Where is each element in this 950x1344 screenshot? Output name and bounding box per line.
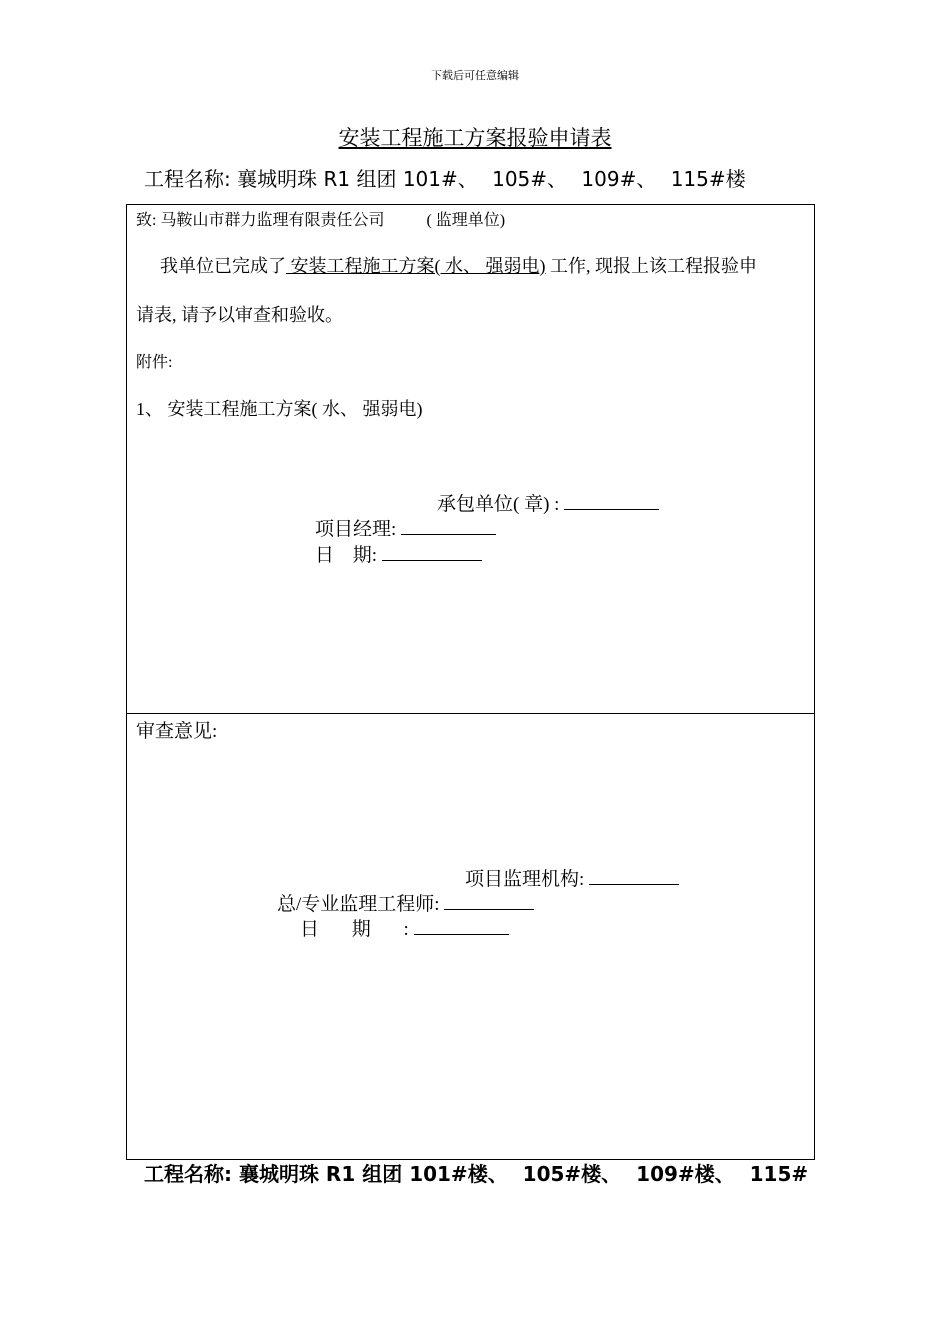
org-label: 项目监理机构:	[465, 869, 585, 890]
supervision-org-signature	[465, 864, 679, 891]
project-name: 襄城明珠 R1 组团	[237, 167, 397, 191]
date-blank-1	[382, 559, 482, 561]
contractor-blank	[564, 508, 659, 510]
date-label-2: 日 期 :	[300, 919, 409, 940]
project-name-bottom	[144, 1158, 808, 1187]
body-work: 安装工程施工方案( 水、 强弱电)	[286, 256, 546, 276]
manager-blank	[401, 533, 496, 535]
body-suffix: 工作, 现报上该工程报验申	[545, 256, 757, 276]
attachment-item-1: 1、 安装工程施工方案( 水、 强弱电)	[136, 399, 423, 419]
form-title-text: 安装工程施工方案报验申请表	[338, 126, 612, 150]
contractor-signature	[437, 489, 659, 516]
project-name-top	[144, 163, 746, 192]
building-bottom-3: 109#楼、	[636, 1162, 735, 1186]
review-label: 审查意见:	[136, 721, 218, 742]
project-label: 工程名称:	[144, 167, 231, 191]
org-blank	[589, 883, 679, 885]
building-1: 101#、	[402, 167, 478, 191]
attachments-label: 附件:	[136, 354, 173, 371]
to-role: ( 监理单位)	[426, 212, 506, 229]
date-signature-2	[300, 914, 509, 941]
manager-signature	[315, 514, 496, 541]
building-bottom-1: 101#楼、	[409, 1162, 508, 1186]
building-bottom-2: 105#楼、	[522, 1162, 622, 1186]
header-note: 下载后可任意编辑	[431, 70, 519, 82]
building-bottom-4: 115#	[749, 1162, 809, 1186]
project-label-bottom: 工程名称:	[144, 1162, 232, 1186]
engineer-blank	[444, 908, 534, 910]
to-label: 致:	[136, 212, 157, 229]
building-2: 105#、	[492, 167, 568, 191]
form-title	[0, 122, 950, 152]
building-4: 115#楼	[670, 167, 746, 191]
manager-label: 项目经理:	[315, 519, 397, 540]
building-3: 109#、	[581, 167, 657, 191]
date-blank-2	[414, 933, 509, 935]
date-label-1: 日 期:	[315, 545, 378, 566]
date-signature-1	[315, 540, 482, 567]
body-prefix: 我单位已完成了	[160, 256, 286, 276]
engineer-signature	[277, 889, 534, 916]
contractor-label: 承包单位( 章) :	[437, 494, 560, 515]
to-org: 马鞍山市群力监理有限责任公司	[160, 212, 385, 229]
application-section	[126, 204, 815, 714]
body-line-2: 请表, 请予以审查和验收。	[136, 305, 343, 325]
addressee-line	[136, 207, 505, 230]
body-line-1	[160, 252, 757, 278]
engineer-label: 总/专业监理工程师:	[277, 894, 440, 915]
project-name-bottom-text: 襄城明珠 R1 组团	[238, 1162, 403, 1186]
